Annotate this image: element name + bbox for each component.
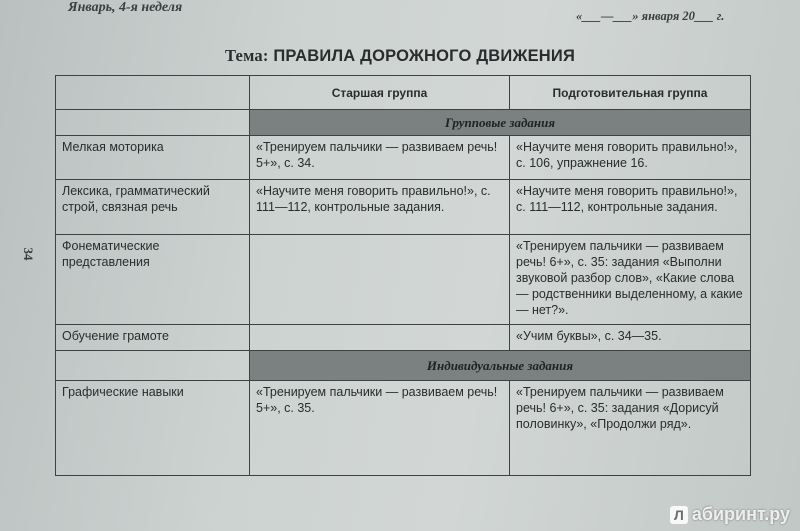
page-number: 34 [21, 247, 36, 261]
topic-cell: Обучение грамоте [56, 325, 250, 351]
date-header: «___—___» января 20___ г. [576, 9, 725, 23]
band-empty-cell [56, 351, 250, 381]
prep-cell: «Учим буквы», с. 34—35. [510, 325, 751, 351]
band-empty-cell [56, 110, 250, 136]
table-row [56, 235, 751, 325]
watermark [670, 504, 790, 525]
group-band-row [56, 110, 751, 136]
title-prefix: Тема: [224, 46, 269, 65]
header-senior-group: Старшая группа [250, 76, 510, 110]
senior-cell: «Тренируем пальчики — развиваем речь! 5+», с. 35. [250, 381, 510, 476]
topic-cell: Графические навыки [56, 381, 250, 476]
header-empty-cell [56, 76, 250, 110]
prep-cell: «Научите меня говорить правильно!», с. 106, упражнение 16. [510, 136, 751, 180]
senior-cell [250, 325, 510, 351]
plan-table [55, 75, 751, 476]
table-row [56, 180, 751, 235]
table-row [56, 381, 751, 476]
prep-cell: «Тренируем пальчики — развиваем речь! 6+», с. 35: задания «Выполни звуковой разбор слов», «Какие слова — родственники выделенному, а какие — нет?». [510, 235, 751, 325]
senior-cell [250, 235, 510, 325]
table-row [56, 325, 751, 351]
senior-cell: «Тренируем пальчики — развиваем речь! 5+», с. 34. [250, 136, 510, 180]
individual-tasks-band: Индивидуальные задания [250, 351, 751, 381]
prep-cell: «Тренируем пальчики — развиваем речь! 6+», с. 35: задания «Дорисуй половинку», «Продолжи ряд». [510, 381, 751, 476]
table-header-row [56, 76, 751, 110]
topic-cell: Мелкая моторика [56, 136, 250, 180]
prep-cell: «Научите меня говорить правильно!», с. 111—112, контрольные задания. [510, 180, 751, 235]
week-header: Январь, 4-я неделя [68, 0, 183, 15]
individual-band-row [56, 351, 751, 381]
watermark-text: абиринт.ру [691, 504, 790, 524]
table-row [56, 136, 751, 180]
group-tasks-band: Групповые задания [250, 110, 751, 136]
topic-cell: Фонематические представления [56, 235, 250, 325]
senior-cell: «Научите меня говорить правильно!», с. 111—112, контрольные задания. [250, 180, 510, 235]
title-text: ПРАВИЛА ДОРОЖНОГО ДВИЖЕНИЯ [273, 47, 576, 65]
labyrinth-logo-icon: Л [670, 506, 688, 524]
topic-cell: Лексика, грамматический строй, связная речь [56, 180, 250, 235]
header-prep-group: Подготовительная группа [510, 76, 751, 110]
page-title [0, 46, 800, 66]
